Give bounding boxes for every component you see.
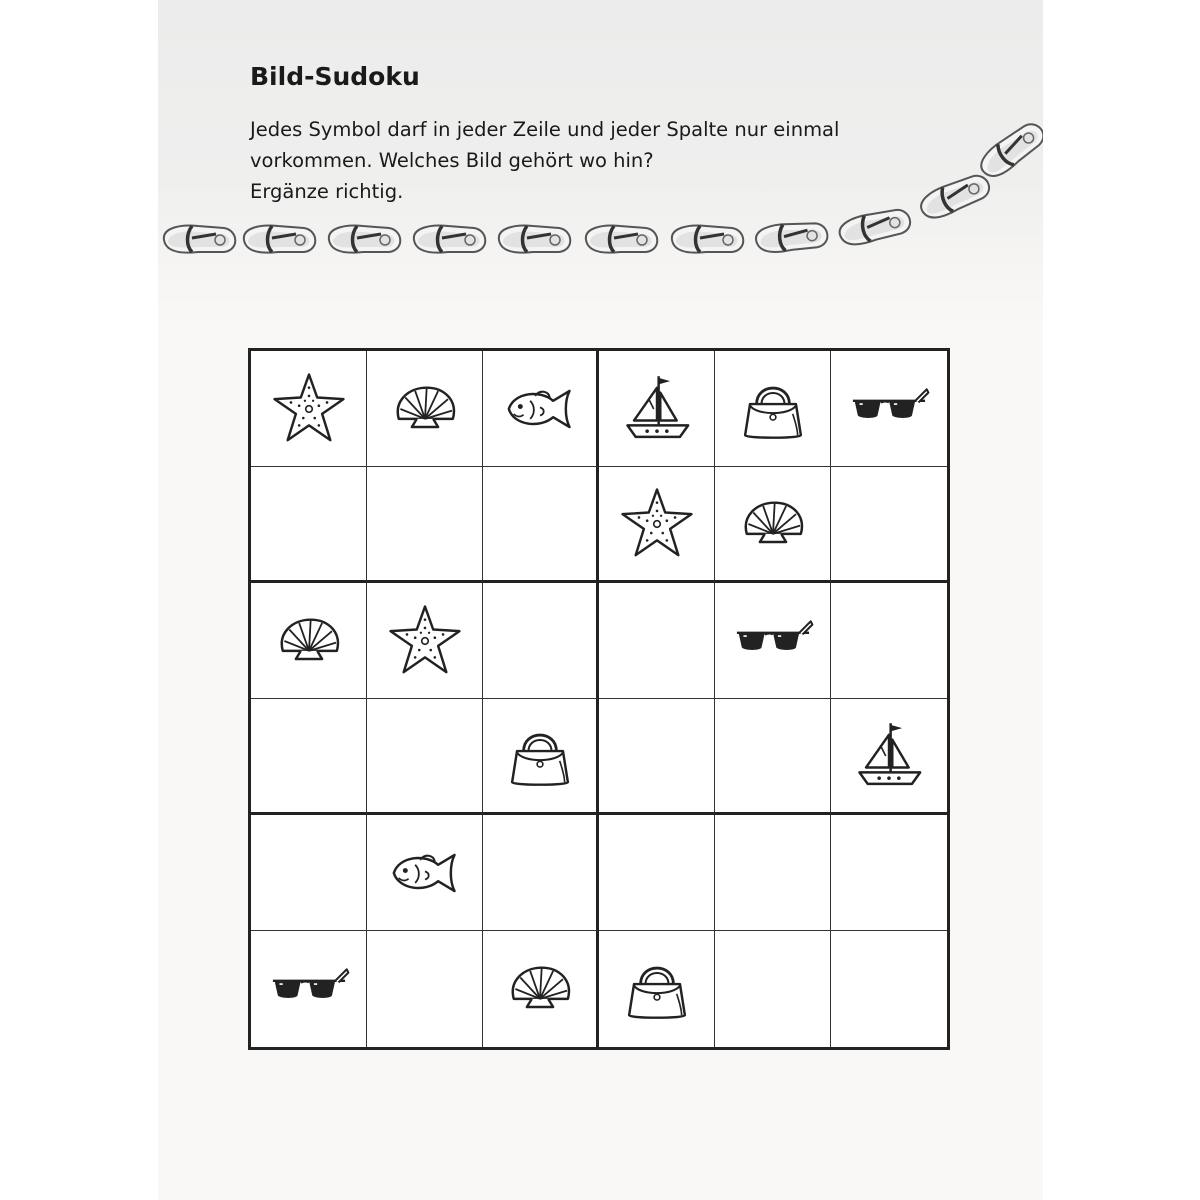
grid-cell-sunglasses[interactable]: [251, 931, 367, 1047]
flip-flop-icon: [329, 226, 400, 253]
flip-flop-icon: [672, 226, 743, 253]
shell-icon: [732, 483, 814, 565]
grid-cell-empty[interactable]: [251, 815, 367, 931]
grid-cell-starfish[interactable]: [251, 351, 367, 467]
fish-icon: [384, 832, 466, 914]
grid-cell-empty[interactable]: [251, 699, 367, 815]
sunglasses-icon: [732, 600, 814, 682]
flip-flop-icon: [586, 226, 657, 253]
flip-flop-icon: [164, 226, 235, 253]
handbag-icon: [616, 948, 698, 1030]
grid-cell-empty[interactable]: [483, 467, 599, 583]
page-title: Bild-Sudoku: [250, 62, 420, 91]
grid-cell-sailboat[interactable]: [831, 699, 947, 815]
grid-cell-shell[interactable]: [367, 351, 483, 467]
grid-cell-shell[interactable]: [483, 931, 599, 1047]
grid-cell-empty[interactable]: [483, 815, 599, 931]
instruction-line: Jedes Symbol darf in jeder Zeile und jeder Spalte nur einmal: [250, 118, 840, 141]
starfish-icon: [384, 600, 466, 682]
grid-cell-empty[interactable]: [251, 467, 367, 583]
grid-cell-empty[interactable]: [367, 467, 483, 583]
fish-icon: [499, 368, 581, 450]
grid-cell-empty[interactable]: [715, 815, 831, 931]
grid-cell-handbag[interactable]: [715, 351, 831, 467]
grid-cell-empty[interactable]: [599, 699, 715, 815]
flip-flop-icon: [837, 205, 913, 249]
grid-cell-empty[interactable]: [599, 583, 715, 699]
grid-cell-empty[interactable]: [715, 699, 831, 815]
sailboat-icon: [616, 368, 698, 450]
starfish-icon: [616, 483, 698, 565]
instructions: [250, 114, 950, 207]
grid-cell-starfish[interactable]: [367, 583, 483, 699]
flip-flop-icon: [244, 226, 315, 253]
grid-cell-handbag[interactable]: [483, 699, 599, 815]
instruction-line: Ergänze richtig.: [250, 180, 404, 203]
sudoku-grid: [248, 348, 950, 1050]
sailboat-icon: [848, 715, 930, 797]
shell-icon: [268, 600, 350, 682]
instruction-line: vorkommen. Welches Bild gehört wo hin?: [250, 149, 654, 172]
starfish-icon: [268, 368, 350, 450]
shell-icon: [499, 948, 581, 1030]
grid-cell-shell[interactable]: [251, 583, 367, 699]
grid-cell-empty[interactable]: [831, 931, 947, 1047]
flip-flop-icon: [499, 226, 570, 253]
grid-cell-sailboat[interactable]: [599, 351, 715, 467]
grid-cell-starfish[interactable]: [599, 467, 715, 583]
handbag-icon: [732, 368, 814, 450]
grid-cell-fish[interactable]: [483, 351, 599, 467]
shell-icon: [384, 368, 466, 450]
grid-cell-fish[interactable]: [367, 815, 483, 931]
grid-cell-empty[interactable]: [831, 815, 947, 931]
grid-cell-sunglasses[interactable]: [715, 583, 831, 699]
grid-cell-sunglasses[interactable]: [831, 351, 947, 467]
sunglasses-icon: [848, 368, 930, 450]
grid-cell-empty[interactable]: [715, 931, 831, 1047]
sunglasses-icon: [268, 948, 350, 1030]
flip-flop-icon: [414, 226, 485, 253]
grid-cell-shell[interactable]: [715, 467, 831, 583]
grid-cell-empty[interactable]: [831, 467, 947, 583]
flip-flop-icon: [755, 220, 829, 254]
grid-cell-empty[interactable]: [367, 699, 483, 815]
grid-cell-empty[interactable]: [367, 931, 483, 1047]
grid-cell-empty[interactable]: [483, 583, 599, 699]
grid-cell-handbag[interactable]: [599, 931, 715, 1047]
flip-flop-icon: [975, 117, 1043, 182]
handbag-icon: [499, 715, 581, 797]
grid-cell-empty[interactable]: [831, 583, 947, 699]
worksheet-page: [158, 0, 1043, 1200]
grid-cell-empty[interactable]: [599, 815, 715, 931]
